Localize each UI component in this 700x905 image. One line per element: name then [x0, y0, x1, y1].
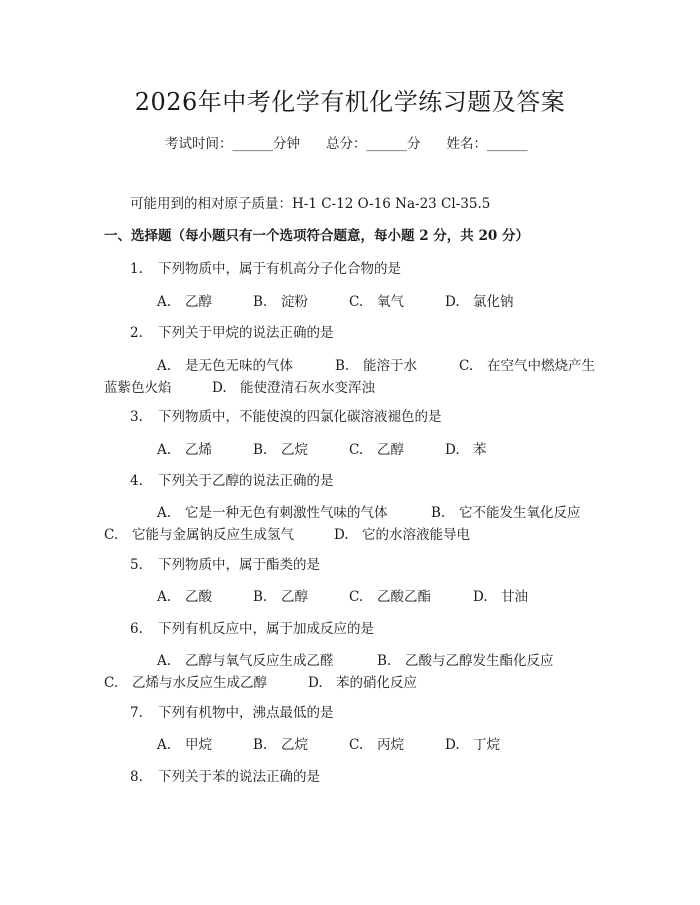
question-2-options-cont: 蓝紫色火焰 D. 能使澄清石灰水变浑浊: [104, 376, 375, 396]
total-score-field: 总分：______分: [326, 136, 421, 152]
option-d: D. 能使澄清石灰水变浑浊: [212, 380, 375, 396]
question-6: 6. 下列有机反应中，属于加成反应的是: [130, 621, 374, 637]
option-c: C. 它能与金属钠反应生成氢气: [104, 527, 294, 543]
option-b: B. 能溶于水: [335, 358, 417, 374]
option-a: A. 甲烷: [157, 737, 212, 753]
option-b: B. 乙醇: [253, 589, 308, 605]
question-1-options: [157, 290, 514, 310]
option-a: A. 它是一种无色有刺激性气味的气体: [157, 505, 388, 521]
document-title: 2026年中考化学有机化学练习题及答案: [134, 88, 566, 116]
option-a: A. 乙酸: [157, 589, 212, 605]
exam-time-field: 考试时间：______分钟: [165, 136, 300, 152]
question-5-options: [157, 585, 528, 605]
question-4-options: [157, 501, 581, 521]
option-d: D. 苯的硝化反应: [308, 675, 417, 691]
option-a: A. 乙醇与氧气反应生成乙醛: [157, 653, 334, 669]
question-stem: 下列关于苯的说法正确的是: [158, 769, 320, 785]
option-a: A. 乙烯: [157, 442, 212, 458]
section-heading-multiple-choice: 一、选择题（每小题只有一个选项符合题意，每小题 2 分，共 20 分）: [104, 228, 529, 244]
question-stem: 下列物质中，属于酯类的是: [158, 557, 320, 573]
option-b: B. 乙烷: [253, 442, 308, 458]
atomic-mass-note: 可能用到的相对原子质量：H-1 C-12 O-16 Na-23 Cl-35.5: [130, 196, 491, 212]
question-5: 5. 下列物质中，属于酯类的是: [130, 557, 320, 573]
question-1: 1. 下列物质中，属于有机高分子化合物的是: [130, 261, 401, 277]
option-a: A. 是无色无味的气体: [157, 358, 293, 374]
question-7-options: [157, 733, 500, 753]
question-8: 8. 下列关于苯的说法正确的是: [130, 769, 320, 785]
student-name-field: 姓名：______: [446, 136, 528, 152]
option-b: B. 它不能发生氧化反应: [431, 505, 581, 521]
question-3-options: [157, 438, 487, 458]
question-stem: 下列物质中，不能使溴的四氯化碳溶液褪色的是: [158, 409, 442, 425]
option-b: B. 乙烷: [253, 737, 308, 753]
option-a: A. 乙醇: [157, 294, 212, 310]
question-6-options-cont: [104, 671, 417, 691]
option-d: D. 氯化钠: [445, 294, 514, 310]
option-b: B. 淀粉: [253, 294, 308, 310]
question-4-options-cont: [104, 523, 470, 543]
option-d: D. 甘油: [473, 589, 528, 605]
question-4: 4. 下列关于乙醇的说法正确的是: [130, 473, 334, 489]
question-2: 2. 下列关于甲烷的说法正确的是: [130, 325, 334, 341]
exam-info-line: [165, 132, 528, 152]
option-c: C. 氧气: [349, 294, 404, 310]
option-c: C. 在空气中燃烧产生: [459, 358, 595, 374]
question-stem: 下列关于甲烷的说法正确的是: [158, 325, 334, 341]
question-3: 3. 下列物质中，不能使溴的四氯化碳溶液褪色的是: [130, 409, 442, 425]
option-b: B. 乙酸与乙醇发生酯化反应: [377, 653, 554, 669]
question-stem: 下列有机反应中，属于加成反应的是: [158, 621, 374, 637]
question-stem: 下列关于乙醇的说法正确的是: [158, 473, 334, 489]
question-2-options: [157, 354, 595, 374]
question-stem: 下列物质中，属于有机高分子化合物的是: [158, 261, 401, 277]
question-6-options: [157, 649, 554, 669]
question-7: 7. 下列有机物中，沸点最低的是: [130, 705, 334, 721]
option-c: C. 乙醇: [349, 442, 404, 458]
option-c: C. 乙酸乙酯: [349, 589, 431, 605]
option-d: D. 苯: [445, 442, 487, 458]
question-stem: 下列有机物中，沸点最低的是: [158, 705, 334, 721]
option-d: D. 它的水溶液能导电: [334, 527, 470, 543]
option-c: C. 丙烷: [349, 737, 404, 753]
option-c: C. 乙烯与水反应生成乙醇: [104, 675, 267, 691]
option-d: D. 丁烷: [445, 737, 500, 753]
